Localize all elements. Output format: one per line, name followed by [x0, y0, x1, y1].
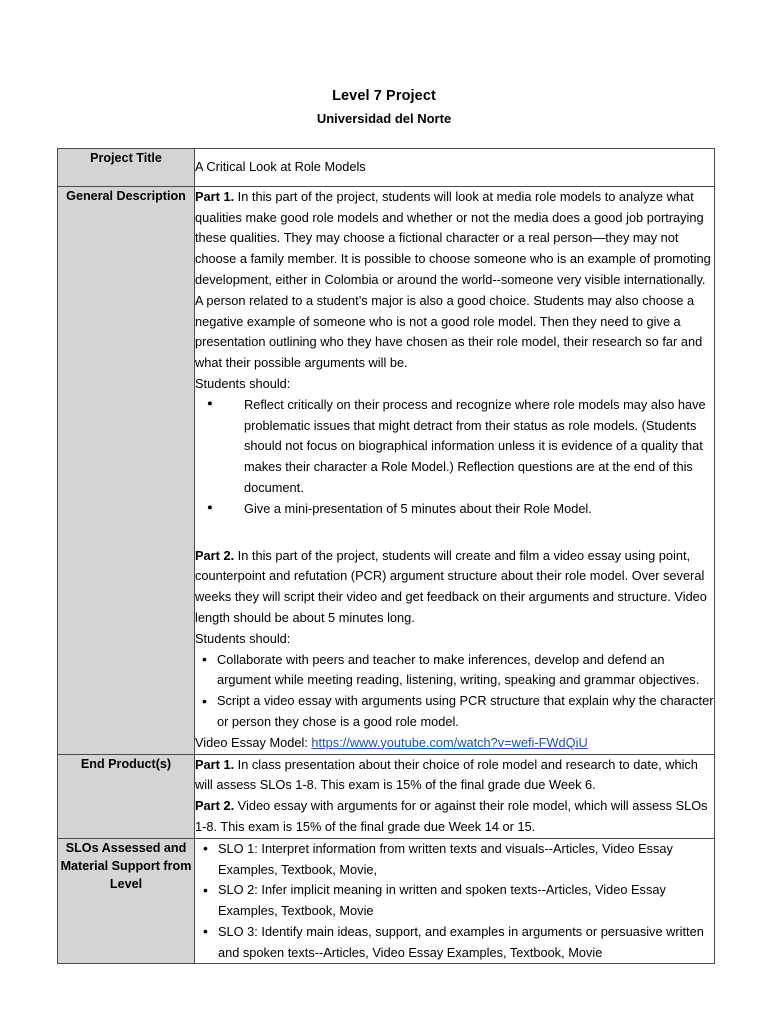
- list-item: • Collaborate with peers and teacher to make inferences, develop and defend an argument while meeting reading, listening, writing, speaking and grammar objectives.: [195, 650, 714, 692]
- project-table: [57, 148, 715, 964]
- video-essay-model-line: [195, 733, 714, 754]
- list-item: • SLO 3: Identify main ideas, support, and examples in arguments or persuasive written and spoken texts--Articles, Video Essay Examples, Textbook, Movie: [195, 922, 714, 964]
- slo-bullet-list: [195, 839, 714, 964]
- list-item: • Script a video essay with arguments using PCR structure that explain why the character or person they chose is a good role model.: [195, 691, 714, 733]
- row-value-general-description: [195, 186, 715, 754]
- row-value-project-title: A Critical Look at Role Models: [195, 149, 715, 187]
- page-subtitle: Universidad del Norte: [316, 111, 452, 126]
- part1-paragraph: [195, 187, 714, 374]
- row-label-project-title: Project Title: [58, 149, 195, 187]
- section-spacer: [195, 520, 714, 546]
- end-product-part2-body: Video essay with arguments for or against their role model, which will assess SLOs 1-8. This exam is 15% of the final grade due Week 14 or 15.: [195, 798, 708, 834]
- table-row-end-products: [58, 754, 715, 838]
- part2-students-should: Students should:: [195, 630, 291, 646]
- row-label-general-description: General Description: [58, 186, 195, 754]
- part2-paragraph: [195, 546, 714, 629]
- row-value-end-products: [195, 754, 715, 838]
- document-header: [0, 86, 768, 129]
- table-row-project-title: [58, 149, 715, 187]
- part2-bullet-list: [195, 650, 714, 733]
- part1-bullet-list: [195, 395, 714, 520]
- list-item: ● Give a mini-presentation of 5 minutes about their Role Model.: [195, 499, 714, 520]
- part2-body: In this part of the project, students will create and film a video essay using point, counterpoint and refutation (PCR) argument structure about their role model. Over several weeks they will script their video and get feedback on their arguments and structure. Video length should be about 5 minutes long.: [195, 547, 707, 625]
- list-item: ● Reflect critically on their process and recognize where role models may also have problematic issues that might detract from their status as role models. (Students should not focus on biographical information unless it is evidence of a quality that makes their character a Role Model.) Reflection questions are at the end of this document.: [195, 395, 714, 499]
- end-product-part1-body: In class presentation about their choice of role model and research to date, which will assess SLOs 1-8. This exam is 15% of the final grade due Week 6.: [195, 756, 698, 793]
- end-product-part1-lead: Part 1.: [195, 756, 235, 772]
- part2-lead: Part 2.: [195, 547, 235, 563]
- table-row-slos: [58, 838, 715, 964]
- list-item: • SLO 1: Interpret information from written texts and visuals--Articles, Video Essay Examples, Textbook, Movie,: [195, 839, 714, 881]
- part1-body: In this part of the project, students will look at media role models to analyze what qualities make good role models and whether or not the media does a good job portraying these qualities. They may choose a fictional character or a real person—they may not choose a family member. It is possible to choose someone who is an example of promoting development, either in Colombia or around the world--someone very visible internationally. A person related to a student’s major is also a good choice. Students may also choose a negative example of someone who is not a good role model. Then they need to give a presentation outlining who they have chosen as their role model, their research so far and what their possible arguments will be.: [195, 188, 711, 371]
- page-title: Level 7 Project: [332, 88, 436, 104]
- row-value-slos: [195, 838, 715, 964]
- end-product-part2: [195, 796, 714, 838]
- table-row-general-description: [58, 186, 715, 754]
- list-item: • SLO 2: Infer implicit meaning in written and spoken texts--Articles, Video Essay Examples, Textbook, Movie: [195, 880, 714, 922]
- row-label-slos: SLOs Assessed and Material Support from Level: [58, 838, 195, 964]
- part1-lead: Part 1.: [195, 188, 235, 204]
- video-essay-model-link[interactable]: https://www.youtube.com/watch?v=wefi-FWdQiU: [311, 734, 588, 750]
- end-product-part1: [195, 755, 714, 797]
- part1-students-should: Students should:: [195, 375, 291, 391]
- end-product-part2-lead: Part 2.: [195, 798, 235, 814]
- row-label-end-products: End Product(s): [58, 754, 195, 838]
- video-essay-model-label: Video Essay Model:: [195, 734, 312, 750]
